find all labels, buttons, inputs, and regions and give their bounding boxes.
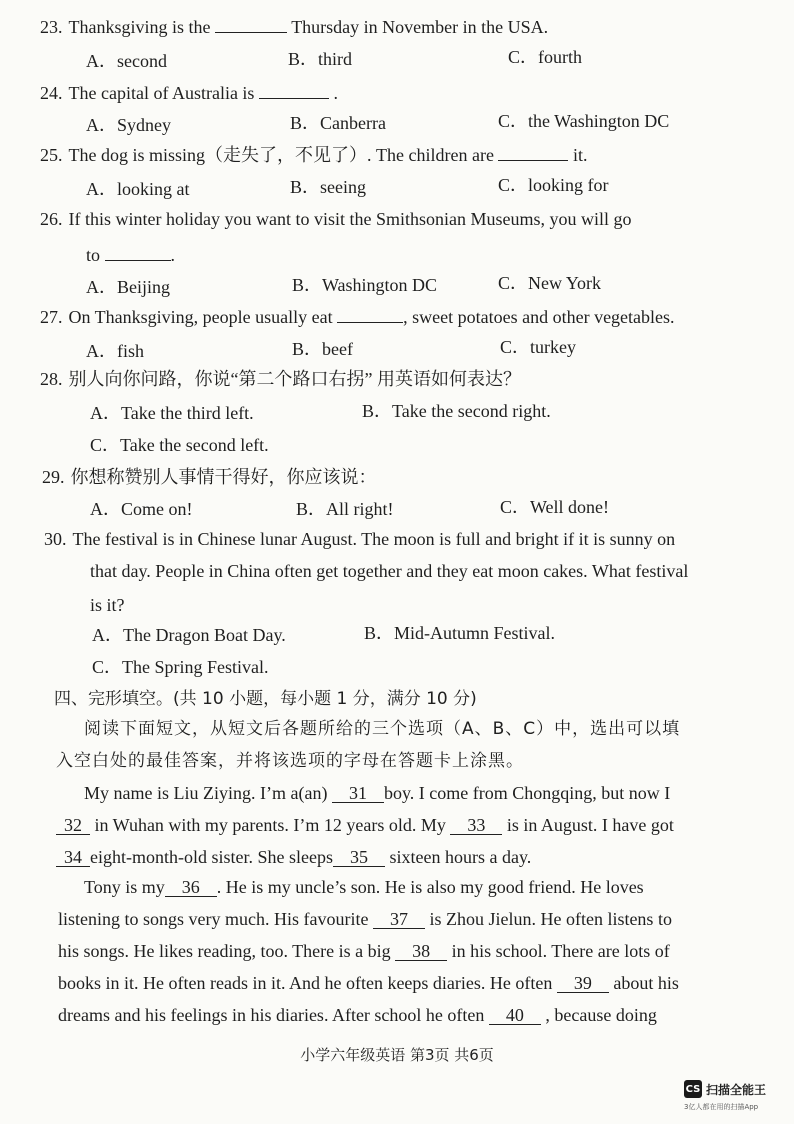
- question-text: The festival is in Chinese lunar August. The moon is full and bright if it is sunny on: [72, 529, 676, 549]
- cloze-blank-35: 35: [333, 848, 385, 867]
- question-29: [42, 466, 377, 488]
- option-c: C．Take the second left.: [90, 435, 269, 455]
- passage-line: 34 eight-month-old sister. She sleeps 35 sixteen hours a day.: [56, 846, 531, 868]
- option-c: C．the Washington DC: [498, 111, 670, 131]
- option-b: B．Take the second right.: [362, 401, 551, 421]
- option-a: A．Beijing: [86, 277, 170, 297]
- answer-blank: [215, 16, 287, 33]
- option-b: B．Mid-Autumn Festival.: [364, 623, 556, 643]
- cloze-blank-38: 38: [395, 942, 447, 961]
- question-30: [44, 528, 675, 550]
- question-number: 25.: [40, 145, 63, 165]
- page-footer: 小学六年级英语 第3页 共6页: [300, 1046, 494, 1064]
- option-a: A．Sydney: [86, 115, 171, 135]
- scanner-logo: [684, 1080, 766, 1098]
- question-26-line2: [86, 244, 175, 266]
- question-text: 别人向你问路，你说“第二个路口右拐” 用英语如何表达？: [68, 369, 521, 389]
- option-a: A．Come on!: [90, 499, 193, 519]
- answer-blank: [105, 244, 171, 261]
- option-a: A．The Dragon Boat Day.: [92, 625, 286, 645]
- cloze-blank-33: 33: [450, 816, 502, 835]
- section-instructions: 阅读下面短文，从短文后各题所给的三个选项（A、B、C）中，选出可以填: [84, 719, 681, 739]
- passage-line: his songs. He likes reading, too. There is a big 38 in his school. There are lots of: [58, 941, 670, 961]
- option-c: C．turkey: [500, 337, 576, 357]
- option-b: B．beef: [292, 339, 353, 359]
- question-number: 29.: [42, 467, 65, 487]
- passage-line: 32 in Wuhan with my parents. I’m 12 years old. My 33 is in August. I have got: [56, 814, 674, 836]
- question-number: 27.: [40, 307, 63, 327]
- option-b: B．Canberra: [290, 113, 386, 133]
- cloze-blank-40: 40: [489, 1006, 541, 1025]
- option-a: A．Take the third left.: [90, 403, 254, 423]
- passage-line: My name is Liu Ziying. I’m a(an) 31 boy. I come from Chongqing, but now I: [84, 783, 671, 803]
- question-number: 24.: [40, 83, 63, 103]
- cloze-blank-31: 31: [332, 784, 384, 803]
- cloze-blank-37: 37: [373, 910, 425, 929]
- question-text: 你想称赞别人事情干得好，你应该说：: [70, 467, 377, 487]
- option-a: A．fish: [86, 341, 144, 361]
- question-text: .: [170, 245, 176, 265]
- question-number: 26.: [40, 209, 63, 229]
- question-23: [40, 16, 548, 38]
- passage-line: listening to songs very much. His favourite 37 is Zhou Jielun. He often listens to: [58, 909, 672, 929]
- option-b: B．All right!: [296, 499, 394, 519]
- cs-icon: CS: [684, 1080, 702, 1098]
- passage-line: dreams and his feelings in his diaries. After school he often 40 , because doing: [58, 1005, 657, 1025]
- option-b: B．seeing: [290, 177, 366, 197]
- question-text: Thursday in November in the USA.: [291, 17, 549, 37]
- section-instructions: 入空白处的最佳答案，并将该选项的字母在答题卡上涂黑。: [56, 751, 524, 771]
- option-c: C．The Spring Festival.: [92, 657, 269, 677]
- question-text: The capital of Australia is: [68, 83, 255, 103]
- option-b: B．Washington DC: [292, 275, 438, 295]
- answer-blank: [259, 82, 329, 99]
- question-number: 28.: [40, 369, 63, 389]
- option-c: C．Well done!: [500, 497, 610, 517]
- question-text: On Thanksgiving, people usually eat: [68, 307, 333, 327]
- question-text: is it?: [90, 595, 125, 615]
- question-number: 30.: [44, 529, 67, 549]
- answer-blank: [498, 144, 568, 161]
- passage-line: books in it. He often reads in it. And he often keeps diaries. He often 39 about his: [58, 973, 679, 993]
- option-b: B．third: [288, 49, 353, 69]
- question-text: that day. People in China often get together and they eat moon cakes. What festival: [90, 561, 689, 581]
- question-text: If this winter holiday you want to visit the Smithsonian Museums, you will go: [68, 209, 632, 229]
- scanner-name: 扫描全能王: [706, 1082, 767, 1097]
- section-title: 四、完形填空。(共 10 小题，每小题 1 分，满分 10 分): [54, 689, 477, 709]
- question-text: it.: [572, 145, 588, 165]
- cloze-blank-36: 36: [165, 878, 217, 897]
- answer-blank: [337, 306, 403, 323]
- passage-line: Tony is my 36 . He is my uncle’s son. He is also my good friend. He loves: [84, 877, 644, 897]
- scanner-tagline: 3亿人都在用的扫描App: [684, 1103, 759, 1111]
- question-number: 23.: [40, 17, 63, 37]
- option-c: C．looking for: [498, 175, 609, 195]
- question-text: The dog is missing（走失了，不见了）. The children are: [68, 145, 494, 165]
- question-26: [40, 208, 631, 230]
- cloze-blank-39: 39: [557, 974, 609, 993]
- question-text: Thanksgiving is the: [68, 17, 211, 37]
- cloze-blank-32: 32: [56, 816, 90, 835]
- question-text: to: [86, 245, 101, 265]
- option-c: C．New York: [498, 273, 602, 293]
- question-text: .: [333, 83, 338, 103]
- cloze-blank-34: 34: [56, 848, 90, 867]
- question-24: [40, 82, 338, 104]
- question-28: [40, 368, 521, 390]
- question-25: [40, 144, 587, 166]
- option-a: A．second: [86, 51, 167, 71]
- question-text: , sweet potatoes and other vegetables.: [403, 307, 675, 327]
- option-a: A．looking at: [86, 179, 190, 199]
- option-c: C．fourth: [508, 47, 582, 67]
- question-27: [40, 306, 675, 328]
